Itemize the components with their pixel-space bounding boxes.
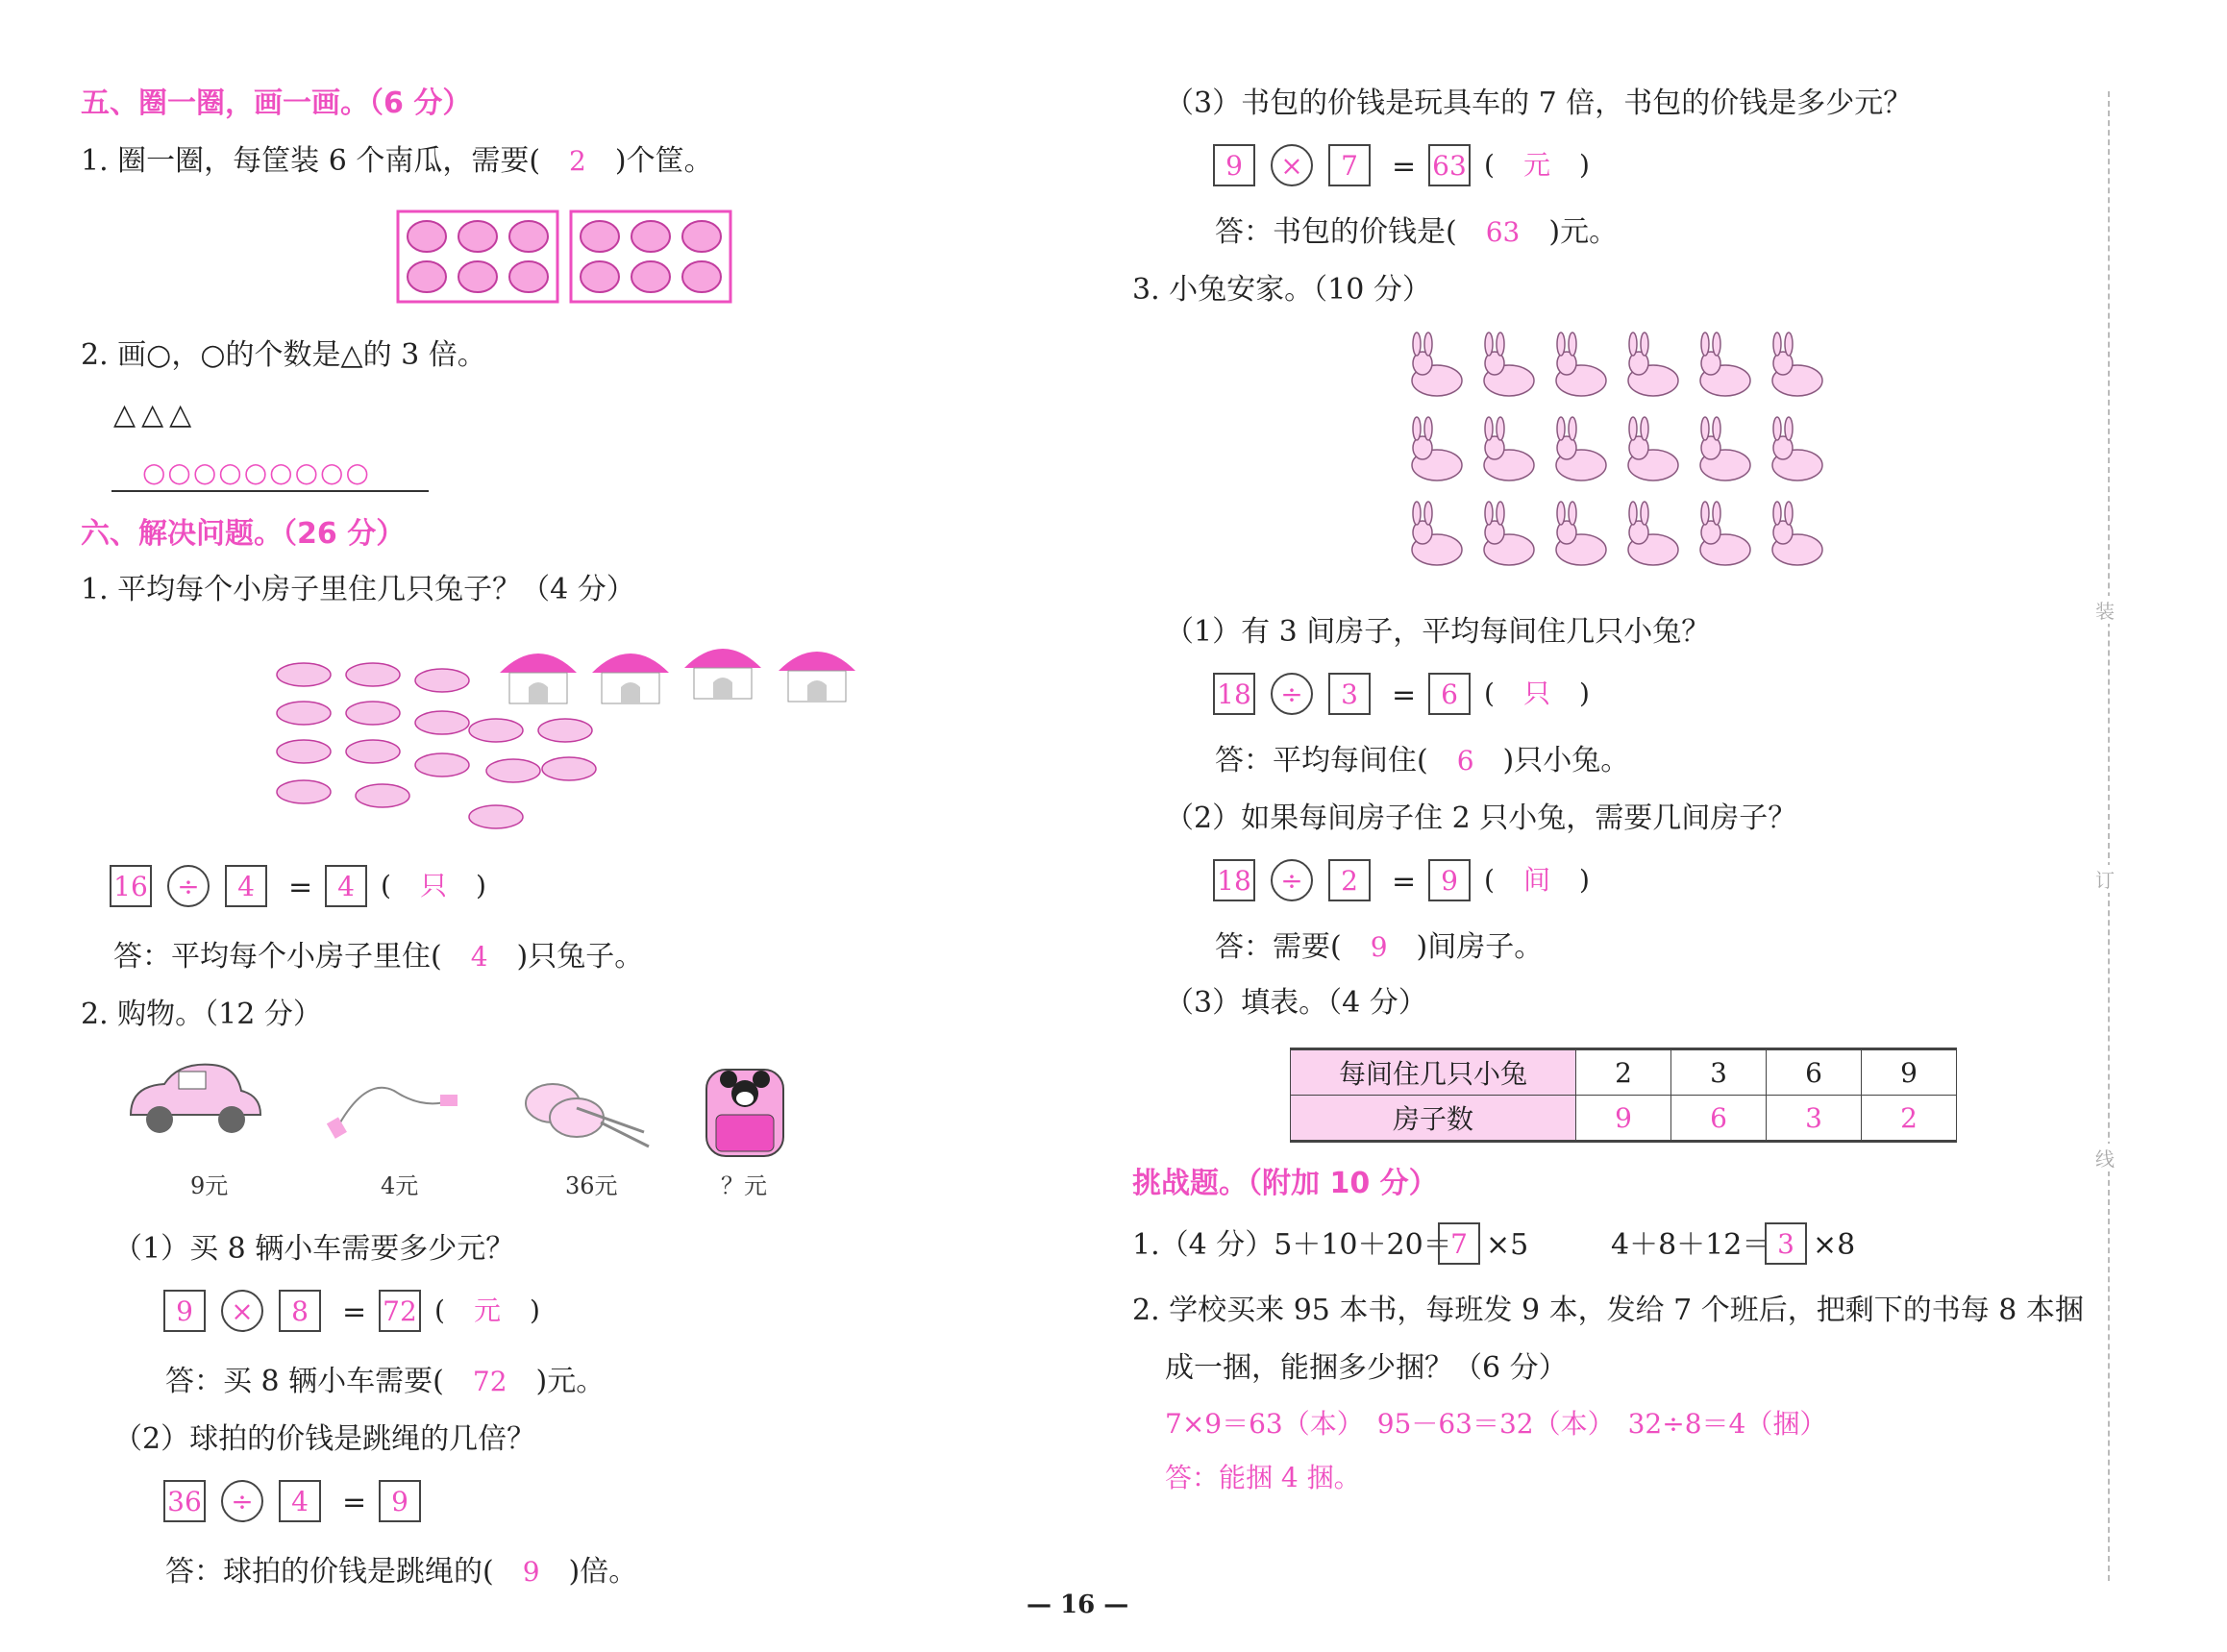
answer-post: )间房子。 bbox=[1416, 930, 1544, 964]
operator-circle: ÷ bbox=[1271, 859, 1313, 901]
answer-value: 72 bbox=[472, 1366, 507, 1397]
result-box: 63 bbox=[1428, 144, 1471, 186]
answer-value: 4 bbox=[470, 941, 488, 973]
margin-char: 装 bbox=[2095, 596, 2115, 624]
car-item bbox=[121, 1057, 236, 1144]
q2-s1: （1）买 8 辆小车需要多少元？ bbox=[113, 1232, 515, 1266]
answer-underline bbox=[111, 490, 429, 492]
q2-s2-answer-line bbox=[165, 1555, 637, 1590]
unit-paren: ( 元 ) bbox=[434, 1294, 540, 1326]
unit-answer: 只 bbox=[419, 870, 447, 901]
unit-answer: 元 bbox=[1522, 149, 1550, 181]
section5-title: 五、圈一圈，画一画。（6 分） bbox=[81, 86, 472, 120]
sec6-q1-equation bbox=[110, 865, 552, 913]
q2-s3-equation bbox=[1213, 144, 1655, 192]
operand-box: 4 bbox=[279, 1480, 321, 1522]
sec5-q2: 2. 画○，○的个数是△的 3 倍。 bbox=[81, 338, 486, 372]
table-cell: 6 bbox=[1671, 1096, 1767, 1142]
pumpkin-baskets-icon bbox=[396, 210, 732, 306]
table-cell: 9 bbox=[1862, 1049, 1957, 1096]
table-cell: 2 bbox=[1862, 1096, 1957, 1142]
q2-s3-answer-line bbox=[1215, 215, 1618, 250]
margin-char: 订 bbox=[2095, 865, 2115, 893]
challenge-q2-line2: 成一捆，能捆多少捆？（6 分） bbox=[1165, 1351, 1568, 1385]
rabbits-houses-icon bbox=[269, 634, 865, 836]
rackets-price: 36元 bbox=[565, 1172, 618, 1199]
rabbits-houses-figure bbox=[269, 634, 865, 840]
rackets-icon bbox=[509, 1065, 654, 1151]
backpack-icon bbox=[702, 1055, 788, 1161]
q2-s1-answer-line bbox=[165, 1365, 605, 1399]
unit-answer: 只 bbox=[1522, 678, 1550, 709]
operator-circle: ÷ bbox=[167, 865, 210, 907]
rabbit-grid bbox=[1403, 327, 1845, 590]
unit-answer: 间 bbox=[1522, 864, 1550, 896]
answer-box: 7 bbox=[1438, 1222, 1480, 1265]
answer-value: 63 bbox=[1485, 216, 1521, 248]
answer-post: )只兔子。 bbox=[516, 940, 644, 974]
backpack-price: ？元 bbox=[721, 1172, 767, 1199]
section6-title: 六、解决问题。（26 分） bbox=[81, 517, 406, 551]
table-cell: 3 bbox=[1767, 1096, 1862, 1142]
equals-sign: = bbox=[342, 1486, 367, 1519]
q3-s2-equation bbox=[1213, 859, 1655, 907]
challenge-q2-answer: 答：能捆 4 捆。 bbox=[1165, 1462, 1361, 1493]
q2-s3: （3）书包的价钱是玩具车的 7 倍，书包的价钱是多少元？ bbox=[1165, 86, 1913, 120]
challenge-q1-expr2: 4＋8＋12＝ bbox=[1611, 1228, 1771, 1262]
result-box: 9 bbox=[1428, 859, 1471, 901]
sec5-q1-tail: )个筐。 bbox=[614, 144, 713, 178]
answer-post: )元。 bbox=[1548, 215, 1619, 249]
unit-paren: ( 元 ) bbox=[1484, 149, 1590, 181]
car-price: 9元 bbox=[190, 1172, 229, 1199]
answer-post: )倍。 bbox=[568, 1555, 638, 1589]
operand-box: 18 bbox=[1213, 673, 1255, 715]
fill-table bbox=[1290, 1048, 1957, 1143]
operator-circle: ÷ bbox=[1271, 673, 1313, 715]
challenge-title: 挑战题。（附加 10 分） bbox=[1132, 1167, 1438, 1200]
q2-s2: （2）球拍的价钱是跳绳的几倍？ bbox=[113, 1422, 536, 1456]
pumpkin-figure bbox=[396, 210, 732, 309]
operand-box: 3 bbox=[1328, 673, 1371, 715]
answer-value: 9 bbox=[522, 1556, 540, 1588]
unit-paren: ( 只 ) bbox=[1484, 678, 1590, 709]
answer-value: 6 bbox=[1456, 745, 1474, 777]
answer-pre: 答：平均每个小房子里住( bbox=[113, 940, 442, 974]
q3-s1: （1）有 3 间房子，平均每间住几只小兔？ bbox=[1165, 615, 1711, 649]
table-cell: 9 bbox=[1576, 1096, 1671, 1142]
table-row bbox=[1291, 1096, 1957, 1142]
result-box: 6 bbox=[1428, 673, 1471, 715]
equals-sign: = bbox=[1392, 865, 1417, 899]
unit-paren: ( 只 ) bbox=[381, 870, 486, 901]
equals-sign: = bbox=[342, 1295, 367, 1329]
operand-box: 2 bbox=[1328, 859, 1371, 901]
challenge-q1-prefix: 1.（4 分）5＋10＋20＝ bbox=[1132, 1228, 1452, 1262]
challenge-q1 bbox=[1132, 1222, 2093, 1270]
challenge-q1-tail: ×8 bbox=[1813, 1228, 1856, 1262]
answer-pre: 答：平均每间住( bbox=[1215, 744, 1428, 777]
sec6-q1: 1. 平均每个小房子里住几只兔子？（4 分） bbox=[81, 573, 635, 606]
q3-s2: （2）如果每间房子住 2 只小兔，需要几间房子？ bbox=[1165, 801, 1797, 835]
operand-box: 36 bbox=[163, 1480, 206, 1522]
triangles: △△△ bbox=[113, 398, 198, 431]
operand-box: 8 bbox=[279, 1290, 321, 1332]
operand-box: 4 bbox=[225, 865, 267, 907]
table-cell: 6 bbox=[1767, 1049, 1862, 1096]
q3-s1-equation bbox=[1213, 673, 1655, 721]
sec5-q1-answer: 2 bbox=[569, 145, 586, 177]
challenge-q2-solution: 7×9＝63（本） 95－63＝32（本） 32÷8＝4（捆） bbox=[1165, 1408, 1827, 1440]
operand-box: 18 bbox=[1213, 859, 1255, 901]
operator-circle: × bbox=[1271, 144, 1313, 186]
operator-circle: × bbox=[221, 1290, 263, 1332]
rabbits-icon bbox=[1403, 327, 1845, 586]
table-row-label: 每间住几只小兔 bbox=[1291, 1049, 1576, 1096]
result-box: 9 bbox=[379, 1480, 421, 1522]
q3-title: 3. 小兔安家。（10 分） bbox=[1132, 273, 1431, 307]
table-row-label: 房子数 bbox=[1291, 1096, 1576, 1142]
rope-price: 4元 bbox=[381, 1172, 419, 1199]
unit-paren: ( 间 ) bbox=[1484, 864, 1590, 896]
equals-sign: = bbox=[1392, 150, 1417, 184]
margin-char: 线 bbox=[2095, 1144, 2115, 1171]
operator-circle: ÷ bbox=[221, 1480, 263, 1522]
answer-pre: 答：需要( bbox=[1215, 930, 1342, 964]
operand-box: 9 bbox=[163, 1290, 206, 1332]
table-cell: 3 bbox=[1671, 1049, 1767, 1096]
circles-answer: ○○○○○○○○○ bbox=[142, 456, 371, 488]
answer-pre: 答：球拍的价钱是跳绳的( bbox=[165, 1555, 494, 1589]
q3-s1-answer-line bbox=[1215, 744, 1629, 778]
page-number: — 16 — bbox=[1027, 1590, 1129, 1619]
challenge-q1-mid: ×5 bbox=[1486, 1228, 1529, 1262]
backpack-item bbox=[702, 1055, 788, 1165]
q3-s2-answer-line bbox=[1215, 930, 1543, 965]
sec5-q1 bbox=[81, 144, 713, 179]
q3-s3: （3）填表。（4 分） bbox=[1165, 986, 1427, 1020]
sec6-q1-answer-line bbox=[113, 940, 643, 974]
operand-box: 16 bbox=[110, 865, 152, 907]
operand-box: 9 bbox=[1213, 144, 1255, 186]
equals-sign: = bbox=[1392, 678, 1417, 712]
result-box: 72 bbox=[379, 1290, 421, 1332]
q2-s1-equation bbox=[163, 1290, 606, 1338]
table-cell: 2 bbox=[1576, 1049, 1671, 1096]
car-icon bbox=[121, 1057, 265, 1144]
answer-pre: 答：书包的价钱是( bbox=[1215, 215, 1457, 249]
sec5-q1-text: 1. 圈一圈，每筐装 6 个南瓜，需要( bbox=[81, 144, 541, 178]
jump-rope-item bbox=[327, 1072, 461, 1143]
q2-s2-equation bbox=[163, 1480, 548, 1528]
operand-box: 7 bbox=[1328, 144, 1371, 186]
rackets-item bbox=[509, 1065, 654, 1155]
jump-rope-icon bbox=[327, 1072, 461, 1139]
binding-dashed-line bbox=[2108, 91, 2110, 1581]
challenge-q2-line1: 2. 学校买来 95 本书，每班发 9 本，发给 7 个班后，把剩下的书每 8 本捆 bbox=[1132, 1294, 2084, 1327]
answer-box: 3 bbox=[1765, 1222, 1807, 1265]
unit-answer: 元 bbox=[473, 1294, 501, 1326]
answer-value: 9 bbox=[1370, 931, 1388, 963]
equals-sign: = bbox=[288, 871, 313, 904]
result-box: 4 bbox=[325, 865, 367, 907]
sec6-q2: 2. 购物。（12 分） bbox=[81, 998, 322, 1031]
answer-post: )只小兔。 bbox=[1502, 744, 1630, 777]
answer-pre: 答：买 8 辆小车需要( bbox=[165, 1365, 444, 1398]
table-row bbox=[1291, 1049, 1957, 1096]
answer-post: )元。 bbox=[535, 1365, 606, 1398]
